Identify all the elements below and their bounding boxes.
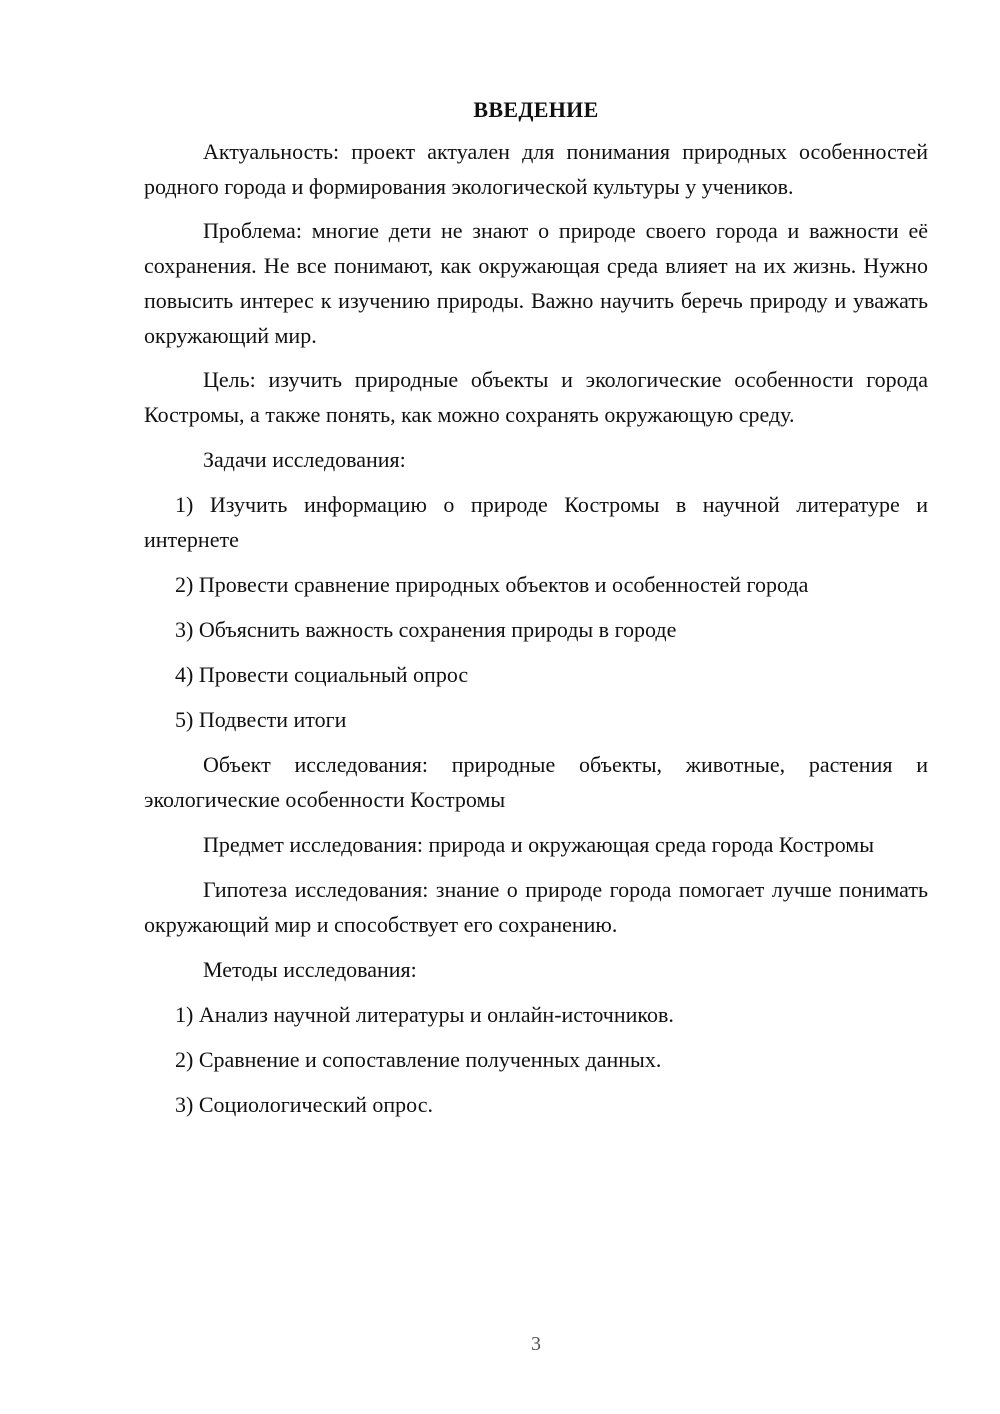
subject-paragraph: Предмет исследования: природа и окружающая среда города Костромы	[203, 832, 874, 857]
section-heading: ВВЕДЕНИЕ	[473, 97, 599, 122]
method-item-2: 2) Сравнение и сопоставление полученных данных.	[175, 1047, 662, 1072]
page-number: 3	[531, 1333, 541, 1355]
task-item-1: 1) Изучить информацию о природе Костромы в научной литературе и интернете	[144, 492, 928, 552]
task-item-2: 2) Провести сравнение природных объектов и особенностей города	[175, 572, 809, 597]
method-item-3: 3) Социологический опрос.	[175, 1092, 433, 1117]
page-content	[144, 93, 928, 1122]
task-item-4: 4) Провести социальный опрос	[175, 662, 469, 687]
task-item-5: 5) Подвести итоги	[175, 707, 347, 732]
hypothesis-paragraph: Гипотеза исследования: знание о природе города помогает лучше понимать окружающий мир и способствует его сохранению.	[144, 877, 928, 937]
method-item-1: 1) Анализ научной литературы и онлайн-источников.	[175, 1002, 674, 1027]
task-item-3: 3) Объяснить важность сохранения природы в городе	[175, 617, 677, 642]
tasks-title: Задачи исследования:	[203, 447, 406, 472]
goal-paragraph: Цель: изучить природные объекты и экологические особенности города Костромы, а также понять, как можно сохранять окружающую среду.	[144, 367, 928, 427]
problem-paragraph: Проблема: многие дети не знают о природе своего города и важности её сохранения. Не все понимают, как окружающая среда влияет на их жизнь. Нужно повысить интерес к изучению природы. Важно научить беречь природу и уважать окружающий мир.	[144, 218, 928, 348]
methods-title: Методы исследования:	[203, 957, 417, 982]
relevance-paragraph: Актуальность: проект актуален для понимания природных особенностей родного города и формирования экологической культуры у учеников.	[144, 139, 928, 199]
object-paragraph: Объект исследования: природные объекты, животные, растения и экологические особенности Костромы	[144, 752, 928, 812]
